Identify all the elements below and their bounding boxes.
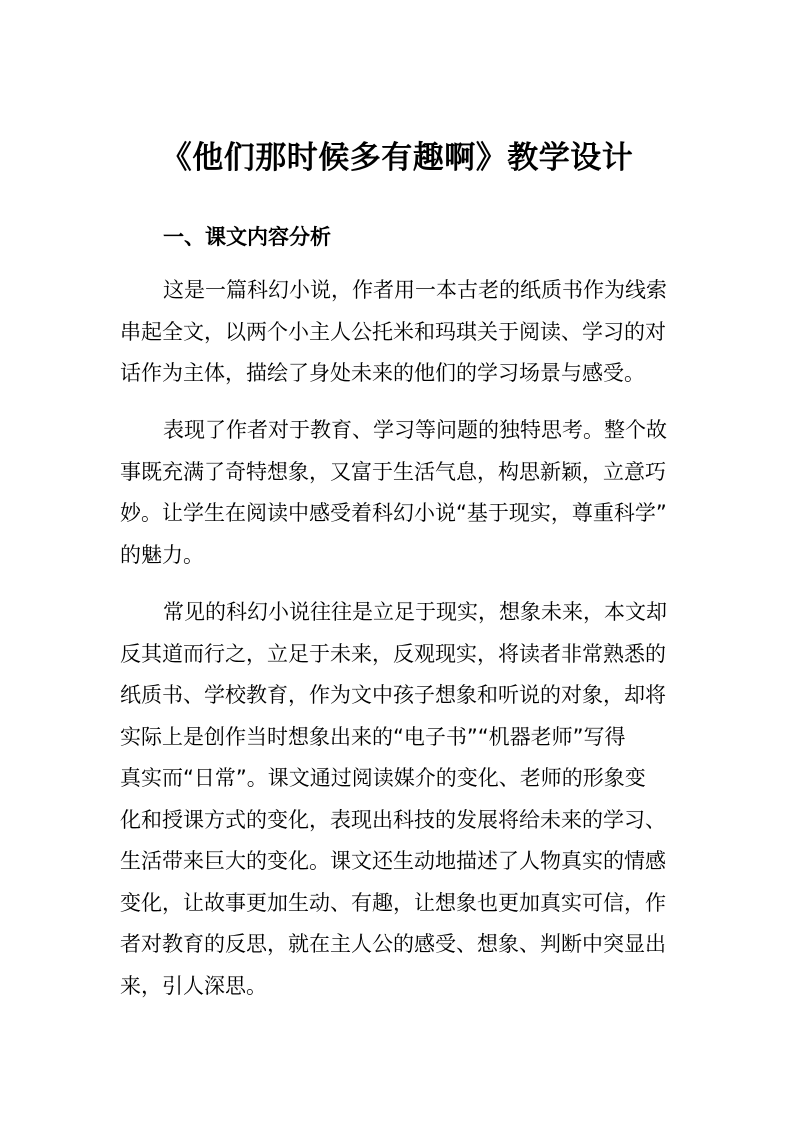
text-line: 纸质书、学校教育，作为文中孩子想象和听说的对象，却将: [120, 683, 666, 707]
text-line: 的魅力。: [120, 542, 204, 567]
text-line: 表现了作者对于教育、学习等问题的独特思考。整个故: [163, 418, 667, 442]
text-line: 来，引人深思。: [120, 973, 267, 998]
text-line: 事既充满了奇特想象，又富于生活气息，构思新颖，立意巧: [120, 459, 666, 484]
text-line: 话作为主体，描绘了身处未来的他们的学习场景与感受。: [120, 361, 645, 385]
section-heading: 一、课文内容分析: [163, 225, 331, 249]
text-line: 串起全文，以两个小主人公托米和玛琪关于阅读、学习的对: [120, 319, 666, 344]
text-line: 真实而“日常”。课文通过阅读媒介的变化、老师的形象变: [120, 766, 646, 790]
text-line: 生活带来巨大的变化。课文还生动地描述了人物真实的情感: [120, 849, 666, 873]
paragraph-3: [120, 592, 676, 1007]
paragraph-1: [120, 270, 676, 395]
paragraph-2: [120, 410, 676, 576]
text-line: 变化，让故事更加生动、有趣，让想象也更加真实可信，作: [120, 890, 666, 915]
text-line: 这是一篇科幻小说，作者用一本古老的纸质书作为线索: [163, 278, 667, 302]
text-line: 妙。让学生在阅读中感受着科幻小说“基于现实，尊重科学”: [120, 501, 667, 525]
text-line: 实际上是创作当时想象出来的“电子书”“机器老师”写得: [120, 724, 626, 749]
text-line: 反其道而行之，立足于未来，反观现实，将读者非常熟悉的: [120, 641, 666, 666]
document-title: 《他们那时候多有趣啊》教学设计: [160, 140, 634, 176]
text-line: 化和授课方式的变化，表现出科技的发展将给未来的学习、: [120, 807, 666, 832]
text-line: 者对教育的反思，就在主人公的感受、想象、判断中突显出: [120, 932, 666, 956]
text-line: 常见的科幻小说往往是立足于现实，想象未来，本文却: [163, 600, 667, 624]
